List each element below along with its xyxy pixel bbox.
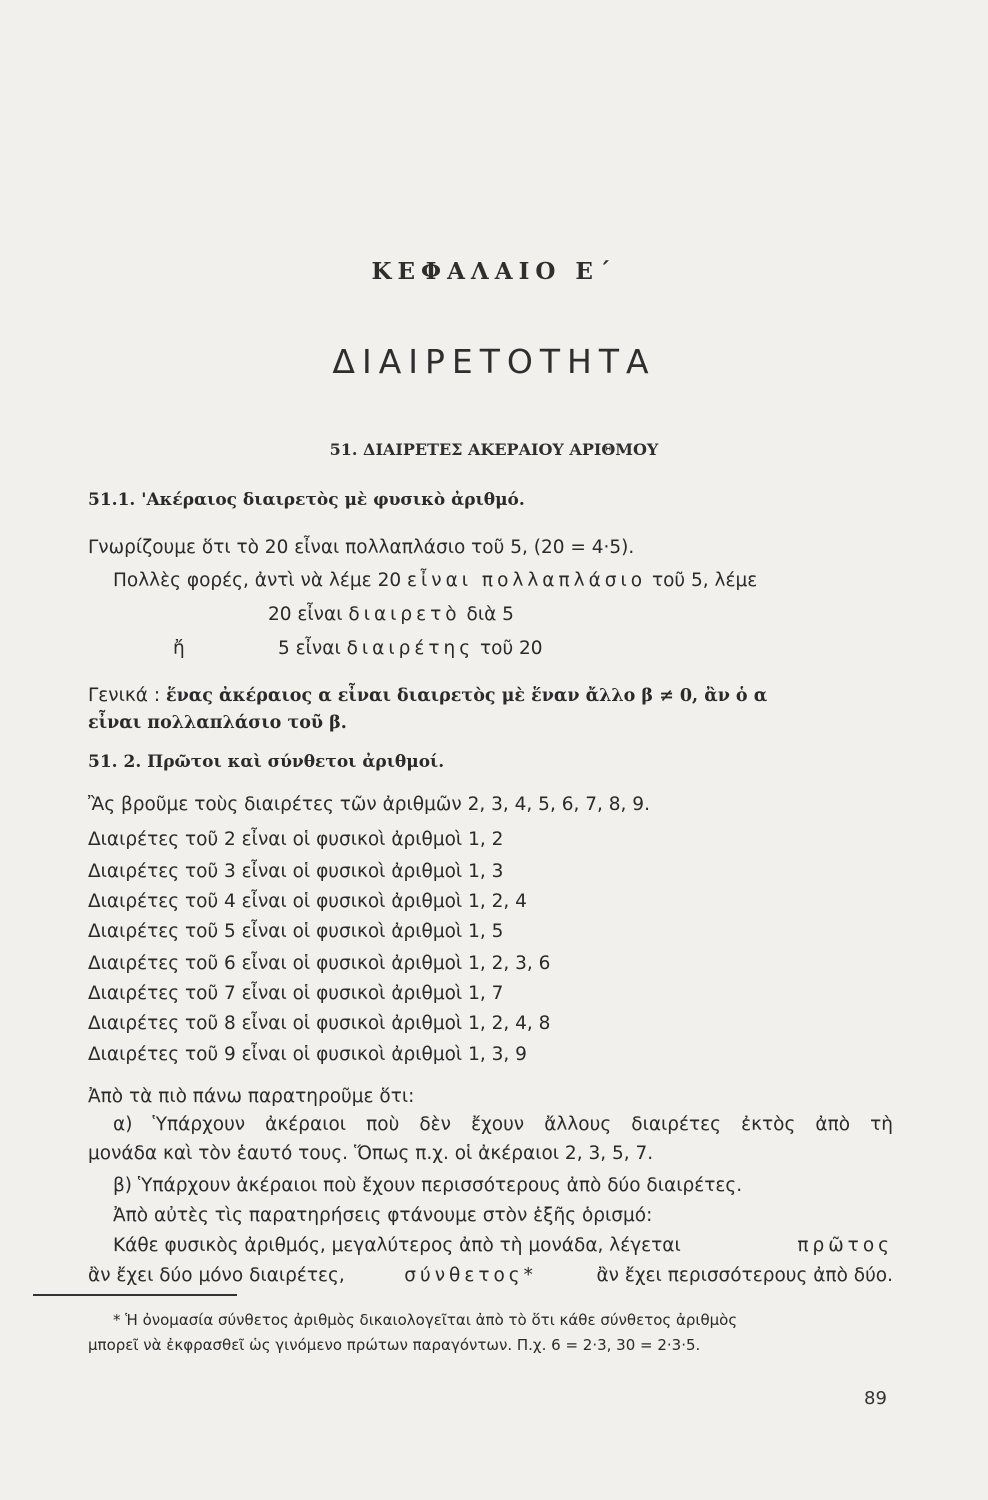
footnote-divider [33,1294,237,1296]
subsection-heading-51-1: 51.1. 'Ακέραιος διαιρετὸς μὲ φυσικὸ ἀριθμό. [88,490,525,510]
chapter-title: ΔΙΑΙΡΕΤΟΤΗΤΑ [332,342,656,381]
point-a-line2: μονάδα καὶ τὸν ἑαυτό τους. Ὅπως π.χ. οἱ ἀκέραιοι 2, 3, 5, 7. [88,1143,654,1164]
divisor-item: Διαιρέτες τοῦ 7 εἶναι οἱ φυσικοὶ ἀριθμοὶ 1, 7 [88,983,504,1004]
paragraph-line [113,570,757,591]
general-statement-line1 [88,685,767,706]
point-a-line1: α) Ὑπάρχουν ἀκέραιοι ποὺ δὲν ἔχουν ἄλλους διαιρέτες ἐκτὸς ἀπὸ τὴ [113,1114,893,1135]
text-run: 5 εἶναι [278,638,341,659]
definition-line1 [113,1235,893,1256]
point-b: β) Ὑπάρχουν ἀκέραιοι ποὺ ἔχουν περισσότερους ἀπὸ δύο διαιρέτες. [113,1175,743,1196]
divisor-item: Διαιρέτες τοῦ 8 εἶναι οἱ φυσικοὶ ἀριθμοὶ 1, 2, 4, 8 [88,1013,551,1034]
section-heading: 51. ΔΙΑΙΡΕΤΕΣ ΑΚΕΡΑΙΟΥ ΑΡΙΘΜΟΥ [329,440,659,459]
footnote-line2: μπορεῖ νὰ ἐκφρασθεῖ ὡς γινόμενο πρώτων παραγόντων. Π.χ. 6 = 2·3, 30 = 2·3·5. [88,1336,701,1354]
text-run: 20 εἶναι [268,604,343,625]
spaced-term: εἶναι πολλαπλάσιο [407,570,647,591]
text-run: Γενικά : [88,685,161,706]
paragraph-line: Ἀπὸ τὰ πιὸ πάνω παρατηροῦμε ὅτι: [88,1086,415,1107]
text-run: ἂν ἔχει περισσότερους ἀπὸ δύο. [596,1265,893,1286]
spaced-term: διαιρέτης [346,638,475,659]
subsection-heading-51-2: 51. 2. Πρῶτοι καὶ σύνθετοι ἀριθμοί. [88,752,445,772]
paragraph-line [278,638,543,659]
text-run: ἂν ἔχει δύο μόνο διαιρέτες, [88,1265,345,1286]
text-run: τοῦ 20 [479,638,543,659]
divisor-item: Διαιρέτες τοῦ 2 εἶναι οἱ φυσικοὶ ἀριθμοὶ 1, 2 [88,829,504,850]
paragraph-line: Γνωρίζουμε ὅτι τὸ 20 εἶναι πολλαπλάσιο τοῦ 5, (20 = 4·5). [88,537,635,558]
bold-run: ἕνας ἀκέραιος α εἶναι διαιρετὸς μὲ ἕναν ἄλλο β ≠ 0, ἂν ὁ α [166,686,768,706]
text-run: τοῦ 5, λέμε [651,570,758,591]
text-run: Πολλὲς φορές, ἀντὶ νὰ λέμε 20 [113,570,402,591]
spaced-term: διαιρετὸ [348,604,461,625]
divisor-item: Διαιρέτες τοῦ 9 εἶναι οἱ φυσικοὶ ἀριθμοὶ 1, 3, 9 [88,1044,527,1065]
paragraph-line [268,604,514,625]
paragraph-line: Ἀπὸ αὐτὲς τὶς παρατηρήσεις φτάνουμε στὸν ἑξῆς ὁρισμό: [113,1205,653,1226]
text-run: Κάθε φυσικὸς ἀριθμός, μεγαλύτερος ἀπὸ τὴ μονάδα, λέγεται [113,1235,681,1256]
paragraph-line: Ἂς βροῦμε τοὺς διαιρέτες τῶν ἀριθμῶν 2, 3, 4, 5, 6, 7, 8, 9. [88,794,650,815]
footnote-line1: * Ἡ ὀνομασία σύνθετος ἀριθμὸς δικαιολογεῖται ἀπὸ τὸ ὅτι κάθε σύνθετος ἀριθμὸς [113,1311,738,1329]
chapter-heading: ΚΕΦΑΛΑΙΟ Ε΄ [371,258,617,285]
spaced-term: σύνθετος* [404,1265,537,1286]
divisor-item: Διαιρέτες τοῦ 3 εἶναι οἱ φυσικοὶ ἀριθμοὶ 1, 3 [88,861,504,882]
or-word: ἤ [173,638,185,659]
general-statement-line2: εἶναι πολλαπλάσιο τοῦ β. [88,713,347,733]
divisor-item: Διαιρέτες τοῦ 5 εἶναι οἱ φυσικοὶ ἀριθμοὶ 1, 5 [88,921,504,942]
page-number: 89 [864,1388,887,1409]
definition-line2 [88,1265,893,1286]
spaced-term: πρῶτος [797,1235,893,1256]
text-run: διὰ 5 [466,604,514,625]
divisor-item: Διαιρέτες τοῦ 6 εἶναι οἱ φυσικοὶ ἀριθμοὶ 1, 2, 3, 6 [88,953,551,974]
divisor-item: Διαιρέτες τοῦ 4 εἶναι οἱ φυσικοὶ ἀριθμοὶ 1, 2, 4 [88,891,527,912]
